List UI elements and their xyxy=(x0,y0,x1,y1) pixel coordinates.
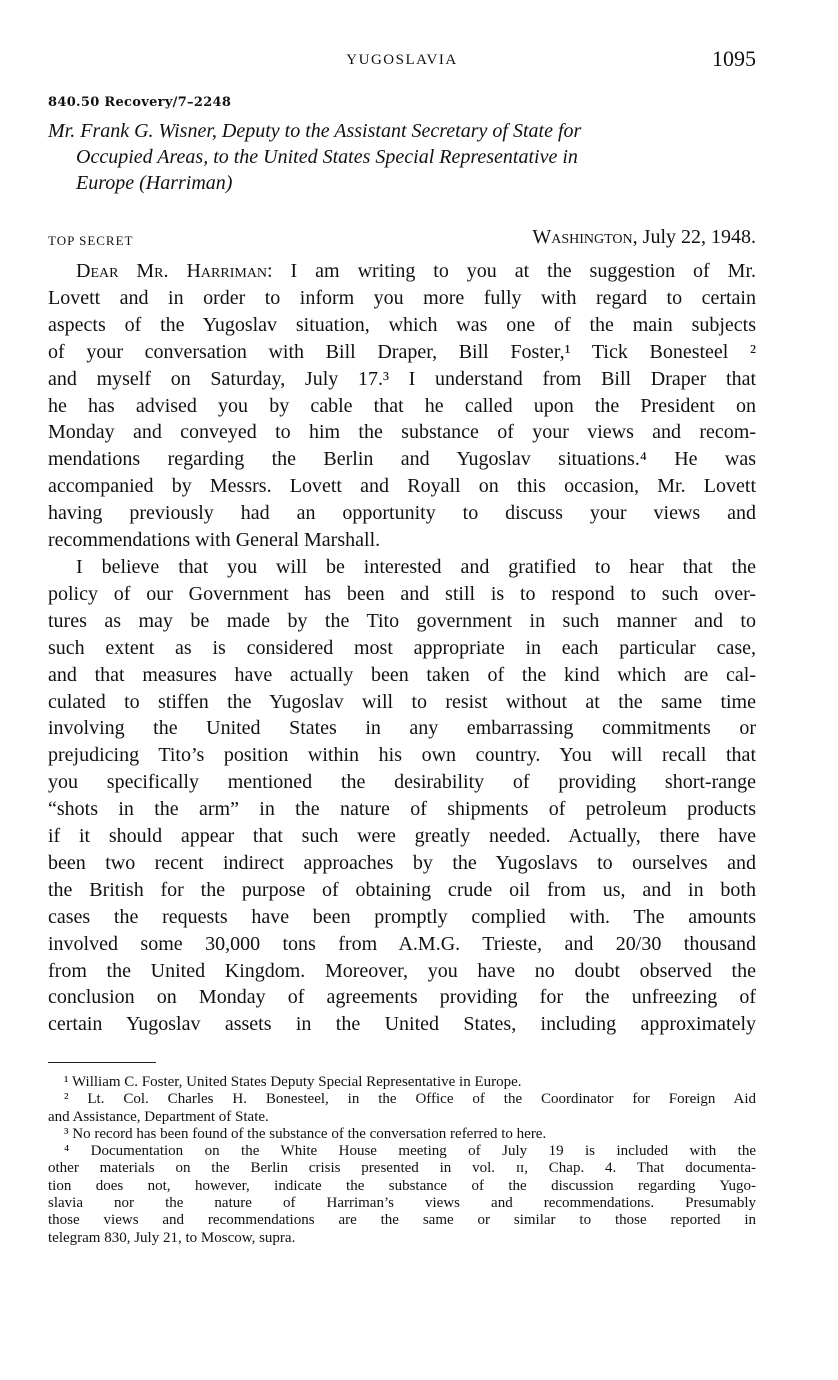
body-line: you specifically mentioned the desirability of providing short-range xyxy=(48,771,756,794)
body-line: I believe that you will be interested and gratified to hear that the xyxy=(76,555,756,578)
body-line: culated to stiffen the Yugoslav will to resist without at the same time xyxy=(48,690,756,713)
body-line: such extent as is considered most appropriate in each particular case, xyxy=(48,636,756,659)
title-line: Europe (Harriman) xyxy=(76,172,233,194)
title-line: Mr. Frank G. Wisner, Deputy to the Assistant Secretary of State for xyxy=(48,120,582,142)
body-line: Lovett and in order to inform you more fully with regard to certain xyxy=(48,286,756,309)
file-number: 840.50 Recovery/7–2248 xyxy=(48,95,232,110)
body-line: Monday and conveyed to him the substance of your views and recom- xyxy=(48,421,756,444)
running-title: YUGOSLAVIA xyxy=(346,52,458,68)
date: , July 22, 1948. xyxy=(632,226,756,248)
body-line: accompanied by Messrs. Lovett and Royall on this occasion, Mr. Lovett xyxy=(48,475,756,498)
body-line: been two recent indirect approaches by the Yugoslavs to ourselves and xyxy=(48,851,756,874)
body-line: and myself on Saturday, July 17.³ I understand from Bill Draper that xyxy=(48,367,756,390)
footnote-line: ³ No record has been found of the substance of the conversation referred to here. xyxy=(64,1125,547,1142)
footnote-line: slavia nor the nature of Harriman’s views and recommendations. Presumably xyxy=(48,1195,756,1212)
dateline xyxy=(48,226,756,252)
page-header xyxy=(48,46,756,80)
date-line xyxy=(532,226,756,249)
footnote-divider xyxy=(48,1062,156,1063)
place: Washington xyxy=(532,226,633,248)
footnote-line: those views and recommendations are the same or similar to those reported in xyxy=(48,1212,756,1229)
body-line: he has advised you by cable that he called upon the President on xyxy=(48,394,756,417)
body-line: tures as may be made by the Tito government in such manner and to xyxy=(48,609,756,632)
body-line: and that measures have actually been taken of the kind which are cal- xyxy=(48,663,756,686)
footnote-line: ¹ William C. Foster, United States Deputy Special Representative in Europe. xyxy=(64,1074,522,1090)
footnote-line: tion does not, however, indicate the substance of the discussion regarding Yugo- xyxy=(48,1177,756,1194)
letter-body xyxy=(48,258,756,1038)
body-line: prejudicing Tito’s position within his own country. You will recall that xyxy=(48,744,756,767)
footnotes xyxy=(48,1074,756,1247)
body-line: from the United Kingdom. Moreover, you have no doubt observed the xyxy=(48,959,756,982)
body-line: conclusion on Monday of agreements providing for the unfreezing of xyxy=(48,986,756,1009)
footnote-line: other materials on the Berlin crisis presented in vol. ɪɪ, Chap. 4. That documenta- xyxy=(48,1160,756,1177)
body-line: policy of our Government has been and still is to respond to such over- xyxy=(48,582,756,605)
body-line: Dear Mr. Harriman: I am writing to you at the suggestion of Mr. xyxy=(76,260,757,282)
footnote-line: ² Lt. Col. Charles H. Bonesteel, in the Office of the Coordinator for Foreign Aid xyxy=(64,1091,756,1108)
page-number: 1095 xyxy=(712,46,756,71)
classification: TOP SECRET xyxy=(48,233,134,248)
body-line: involved some 30,000 tons from A.M.G. Trieste, and 20/30 thousand xyxy=(48,932,756,955)
footnote-line: ⁴ Documentation on the White House meeting of July 19 is included with the xyxy=(64,1143,756,1160)
body-line: certain Yugoslav assets in the United States, including approximately xyxy=(48,1013,756,1036)
body-line: of your conversation with Bill Draper, Bill Foster,¹ Tick Bonesteel ² xyxy=(48,340,756,363)
body-line: the British for the purpose of obtaining crude oil from us, and in both xyxy=(48,878,756,901)
body-line: aspects of the Yugoslav situation, which was one of the main subjects xyxy=(48,313,756,336)
document-title xyxy=(48,118,758,196)
salutation: Dear Mr. Harriman xyxy=(76,260,268,282)
body-line: having previously had an opportunity to discuss your views and xyxy=(48,502,756,525)
body-line: recommendations with General Marshall. xyxy=(48,529,381,552)
title-line: Occupied Areas, to the United States Special Representative in xyxy=(76,146,578,168)
footnote-line: telegram 830, July 21, to Moscow, supra. xyxy=(48,1229,296,1246)
body-line: involving the United States in any embarrassing commitments or xyxy=(48,717,756,740)
body-line: if it should appear that such were greatly needed. Actually, there have xyxy=(48,825,756,848)
body-line: “shots in the arm” in the nature of shipments of petroleum products xyxy=(48,798,756,821)
body-line: cases the requests have been promptly complied with. The amounts xyxy=(48,905,756,928)
body-line: mendations regarding the Berlin and Yugoslav situations.⁴ He was xyxy=(48,448,756,471)
footnote-line: and Assistance, Department of State. xyxy=(48,1108,269,1125)
